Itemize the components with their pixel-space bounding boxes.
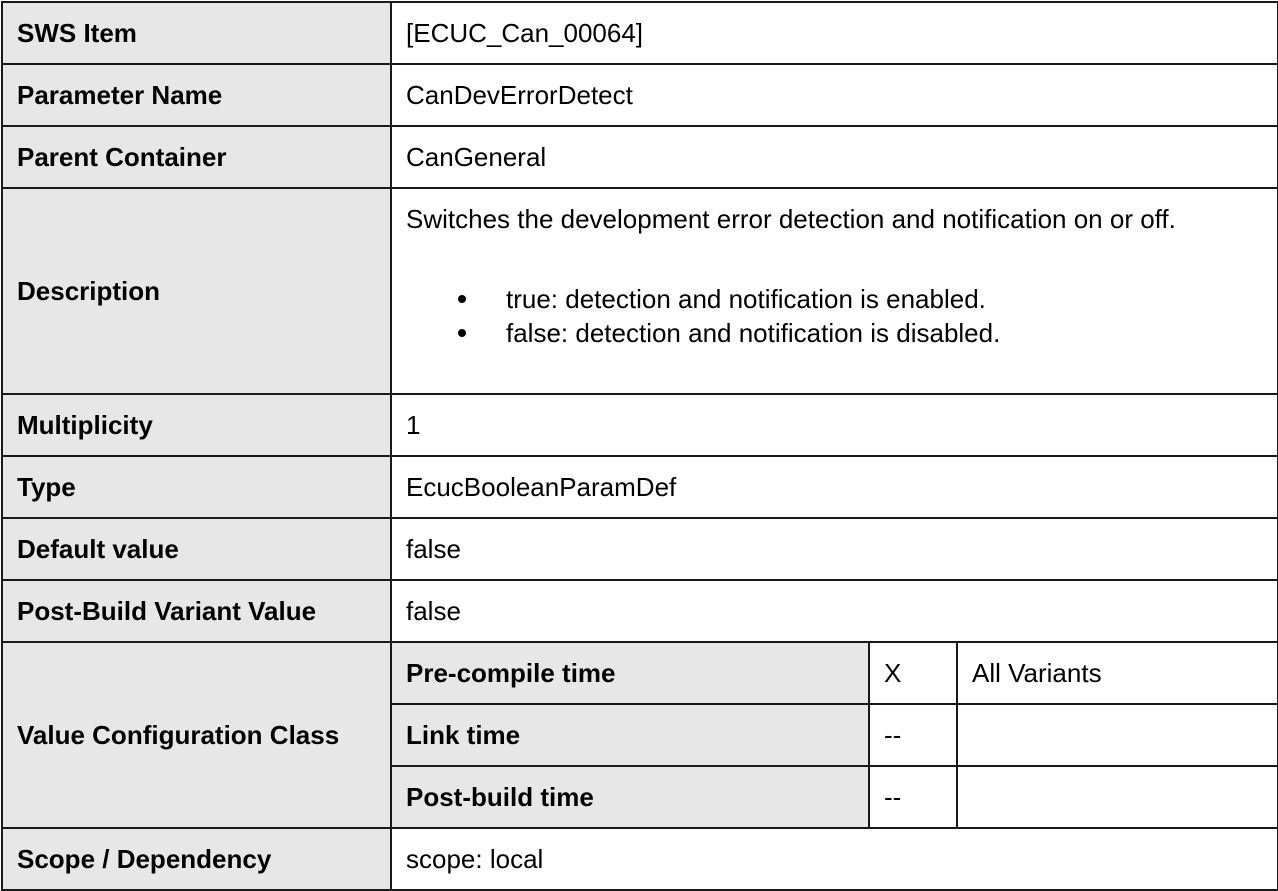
multiplicity-label: Multiplicity bbox=[2, 394, 391, 456]
parent-container-label: Parent Container bbox=[2, 126, 391, 188]
parameter-name-value: CanDevErrorDetect bbox=[391, 64, 1278, 126]
description-text: Switches the development error detection and notification on or off. bbox=[406, 204, 1176, 234]
link-time-label: Link time bbox=[391, 704, 869, 766]
post-build-time-variants bbox=[957, 766, 1278, 828]
row-type bbox=[2, 456, 1278, 518]
default-value-value: false bbox=[391, 518, 1278, 580]
type-value: EcucBooleanParamDef bbox=[391, 456, 1278, 518]
multiplicity-value: 1 bbox=[391, 394, 1278, 456]
description-label: Description bbox=[2, 188, 391, 394]
row-scope-dependency bbox=[2, 828, 1278, 890]
row-sws-item bbox=[2, 2, 1278, 64]
description-bullet-true: true: detection and notification is enabled. bbox=[506, 282, 1277, 316]
scope-dependency-value: scope: local bbox=[391, 828, 1278, 890]
link-time-mark: -- bbox=[869, 704, 957, 766]
row-default-value bbox=[2, 518, 1278, 580]
description-bullet-list bbox=[406, 282, 1277, 350]
post-build-variant-value-value: false bbox=[391, 580, 1278, 642]
link-time-variants bbox=[957, 704, 1278, 766]
post-build-time-mark: -- bbox=[869, 766, 957, 828]
pre-compile-time-variants: All Variants bbox=[957, 642, 1278, 704]
ecuc-parameter-table bbox=[1, 1, 1278, 891]
default-value-label: Default value bbox=[2, 518, 391, 580]
row-multiplicity bbox=[2, 394, 1278, 456]
value-configuration-class-label: Value Configuration Class bbox=[2, 642, 391, 828]
description-value bbox=[391, 188, 1278, 394]
type-label: Type bbox=[2, 456, 391, 518]
post-build-time-label: Post-build time bbox=[391, 766, 869, 828]
scope-dependency-label: Scope / Dependency bbox=[2, 828, 391, 890]
parameter-name-label: Parameter Name bbox=[2, 64, 391, 126]
pre-compile-time-mark: X bbox=[869, 642, 957, 704]
description-bullet-false: false: detection and notification is disabled. bbox=[506, 316, 1277, 350]
parent-container-value: CanGeneral bbox=[391, 126, 1278, 188]
row-value-configuration-class bbox=[2, 642, 1278, 704]
post-build-variant-value-label: Post-Build Variant Value bbox=[2, 580, 391, 642]
row-parent-container bbox=[2, 126, 1278, 188]
sws-item-label: SWS Item bbox=[2, 2, 391, 64]
pre-compile-time-label: Pre-compile time bbox=[391, 642, 869, 704]
row-post-build-variant-value bbox=[2, 580, 1278, 642]
row-parameter-name bbox=[2, 64, 1278, 126]
row-description bbox=[2, 188, 1278, 394]
sws-item-value: [ECUC_Can_00064] bbox=[391, 2, 1278, 64]
